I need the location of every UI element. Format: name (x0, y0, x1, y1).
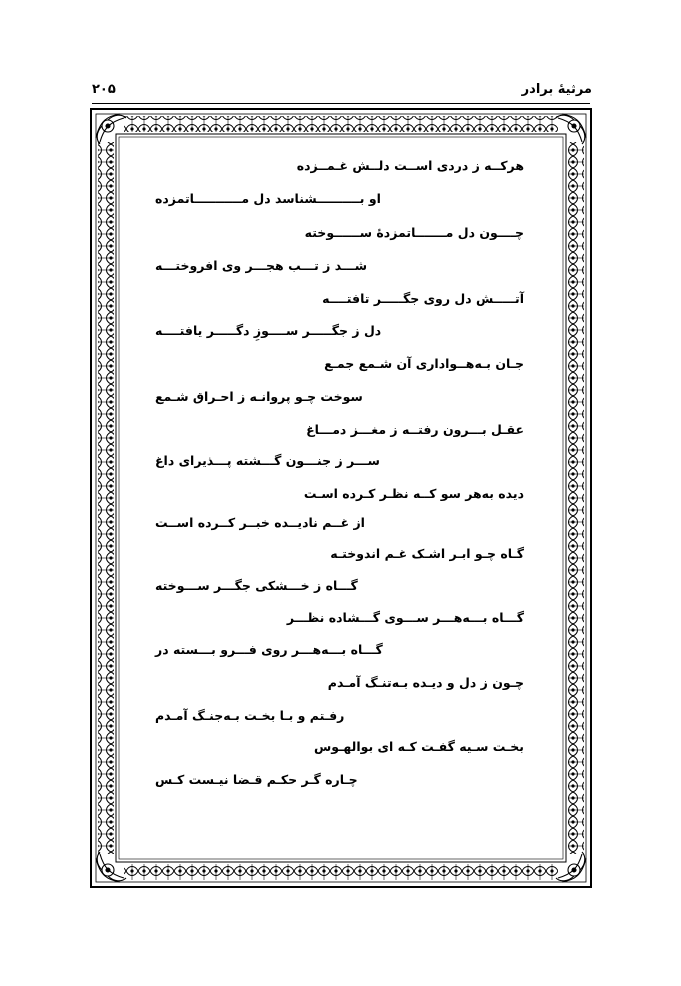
verse-line: ســـر ز جنـــون گـــشته پـــذیرای داغ (155, 453, 380, 468)
verse-line: جـان بـه‌هــواداری آن شـمع جمـع (324, 356, 524, 371)
chapter-title: مرثیهٔ برادر (521, 82, 592, 97)
verse-line: عقـل بـــرون رفتــه ز مغـــز دمـــاغ (306, 422, 524, 437)
verse-line: چـون ز دل و دیـده بـه‌تنـگ آمـدم (327, 675, 524, 690)
verse-line: رفـتم و بـا بخـت بـه‌جنـگ آمـدم (155, 708, 345, 723)
verse-line: بخـت سـیه گفـت کـه ای بوالهـوس (314, 739, 524, 754)
verse-line: چــــون دل مـــــــاتمزدهٔ ســــــوخته (304, 225, 524, 240)
verse-line: گـــاه بـــه‌هـــر روی فـــرو بـــسته در (155, 642, 383, 657)
verse-line: شـــد ز تـــب هجـــر وی افروختـــه (155, 258, 368, 273)
verse-line: او بــــــــــشناسد دل مـــــــــــاتمزده (155, 191, 381, 206)
verse-line: گـــاه ز خـــشکی جگـــر ســـوخته (155, 578, 358, 593)
verse-line: از غــم نادیــده خبــر کــرده اســت (155, 515, 365, 530)
verse-line: دیده به‌هر سو کــه نظـر کـرده اسـت (303, 486, 524, 501)
verse-line: گـــاه بـــه‌هـــر ســـوی گـــشاده نظـــر (286, 610, 524, 625)
verse-line: سوخت چـو پروانـه ز احـراق شـمع (155, 389, 363, 404)
verse-line: آتـــــش دل روی جگـــــر تافتــــه (322, 291, 524, 306)
verse-line: چـاره گـر حکـم قـضا نیـست کـس (155, 772, 358, 787)
verse-line: دل ز جگـــــر ســــوزِ دگـــــر یافتــــه (155, 323, 382, 338)
page-number: ۲۰۵ (92, 82, 116, 97)
verse-line: هرکــه ز دردی اســت دلــش غـمــزده (296, 158, 524, 173)
verse-line: گـاه چـو ابـر اشـک غـم اندوختـه (330, 546, 524, 561)
